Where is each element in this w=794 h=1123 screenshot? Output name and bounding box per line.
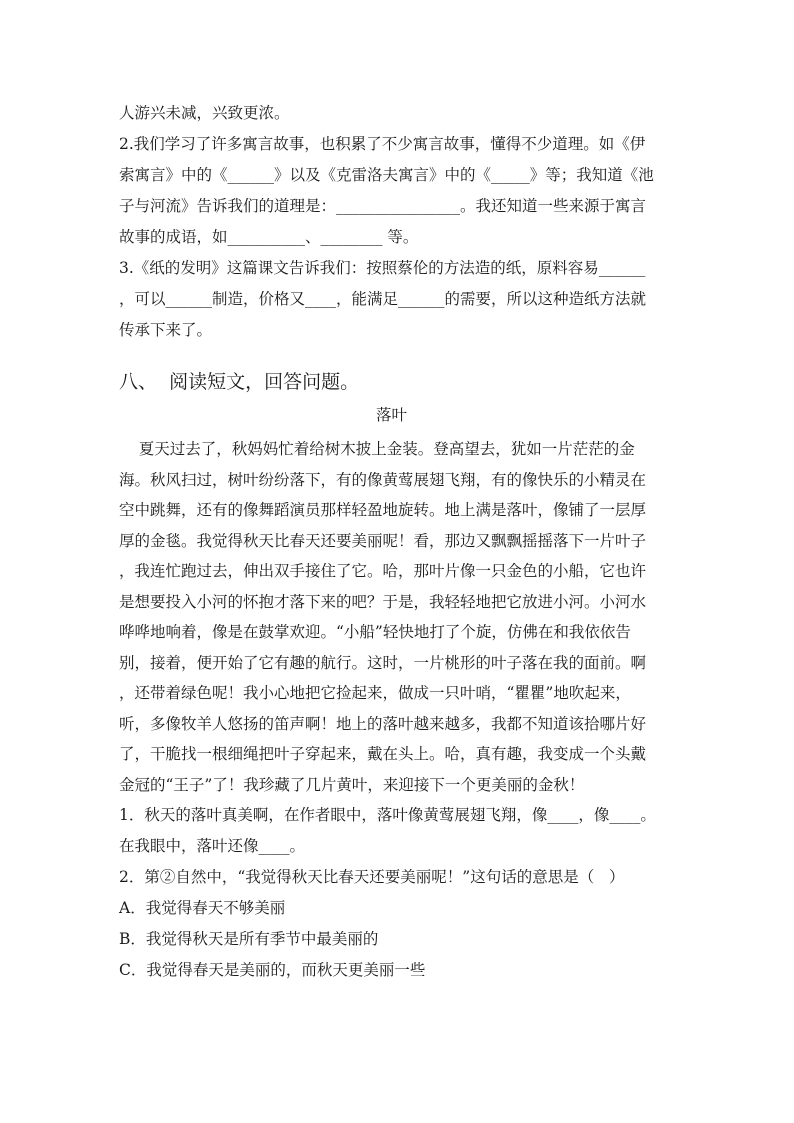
passage-line: 厚的金毯。我觉得秋天比春天还要美丽呢！看，那边又飘飘摇摇落下一片叶子 bbox=[119, 531, 647, 550]
passage-line: 听，多像牧羊人悠扬的笛声啊！地上的落叶越来越多，我都不知道该拾哪片好 bbox=[119, 714, 647, 733]
passage-title: 落叶 bbox=[375, 406, 407, 424]
question-2-line: 索寓言》中的《______》以及《克雷洛夫寓言》中的《_____》等；我知道《池 bbox=[119, 166, 654, 184]
question-3-line: ，可以______制造，价格又____，能满足______的需要，所以这种造纸方法就 bbox=[119, 290, 647, 308]
passage-line: 夏天过去了，秋妈妈忙着给树木披上金装。登高望去，犹如一片茫茫的金 bbox=[119, 440, 635, 458]
question-2-line: 2．第②自然中，“我觉得秋天比春天还要美丽呢！”这句话的意思是（ ） bbox=[119, 868, 625, 886]
passage-line: 是想要投入小河的怀抱才落下来的吧？于是，我轻轻地把它放进小河。小河水 bbox=[119, 592, 647, 611]
question-2-line: 故事的成语，如__________、________ 等。 bbox=[119, 228, 419, 246]
option-c: C．我觉得春天是美丽的，而秋天更美丽一些 bbox=[119, 961, 426, 979]
reading-passage bbox=[119, 402, 664, 800]
question-3-line: 3.《纸的发明》这篇课文告诉我们：按照蔡伦的方法造的纸，原料容易______ bbox=[119, 259, 646, 277]
document-page bbox=[119, 98, 664, 986]
passage-line: 空中跳舞，还有的像舞蹈演员那样轻盈地旋转。地上满是落叶，像铺了一层厚 bbox=[119, 501, 647, 519]
passage-line: 金冠的“王子”了！我珍藏了几片黄叶，来迎接下一个更美丽的金秋！ bbox=[119, 775, 585, 794]
passage-line: 哗哗地响着，像是在鼓掌欢迎。“小船”轻快地打了个旋，仿佛在和我依依告 bbox=[119, 623, 631, 641]
text-line: 人游兴未减，兴致更浓。 bbox=[119, 104, 290, 122]
questions-bottom bbox=[119, 800, 664, 986]
option-b: B．我觉得秋天是所有季节中最美丽的 bbox=[119, 930, 379, 948]
question-2-line: 2.我们学习了许多寓言故事，也积累了不少寓言故事，懂得不少道理。如《伊 bbox=[119, 135, 646, 153]
passage-line: 了，干脆找一根细绳把叶子穿起来，戴在头上。哈，真有趣，我变成一个头戴 bbox=[119, 745, 647, 763]
questions-top bbox=[119, 98, 664, 346]
passage-line: ，我连忙跑过去，伸出双手接住了它。哈，那叶片像一只金色的小船，它也许 bbox=[119, 562, 647, 580]
question-3-line: 传承下来了。 bbox=[119, 321, 213, 339]
passage-line: 海。秋风扫过，树叶纷纷落下，有的像黄莺展翅飞翔，有的像快乐的小精灵在 bbox=[119, 470, 647, 489]
question-1-line: 在我眼中，落叶还像____。 bbox=[119, 837, 306, 855]
passage-line: 别，接着，便开始了它有趣的航行。这时，一片桃形的叶子落在我的面前。啊 bbox=[119, 653, 647, 672]
option-a: A．我觉得春天不够美丽 bbox=[119, 899, 286, 917]
question-1-line: 1．秋天的落叶真美啊，在作者眼中，落叶像黄莺展翅飞翔，像____，像____。 bbox=[119, 806, 656, 824]
question-2-line: 子与河流》告诉我们的道理是：________________。我还知道一些来源于寓言 bbox=[119, 197, 647, 215]
passage-line: ，还带着绿色呢！我小心地把它捡起来，做成一只叶哨，“瞿瞿”地吹起来， bbox=[119, 684, 631, 702]
section-heading: 八、 阅读短文，回答问题。 bbox=[119, 371, 360, 393]
